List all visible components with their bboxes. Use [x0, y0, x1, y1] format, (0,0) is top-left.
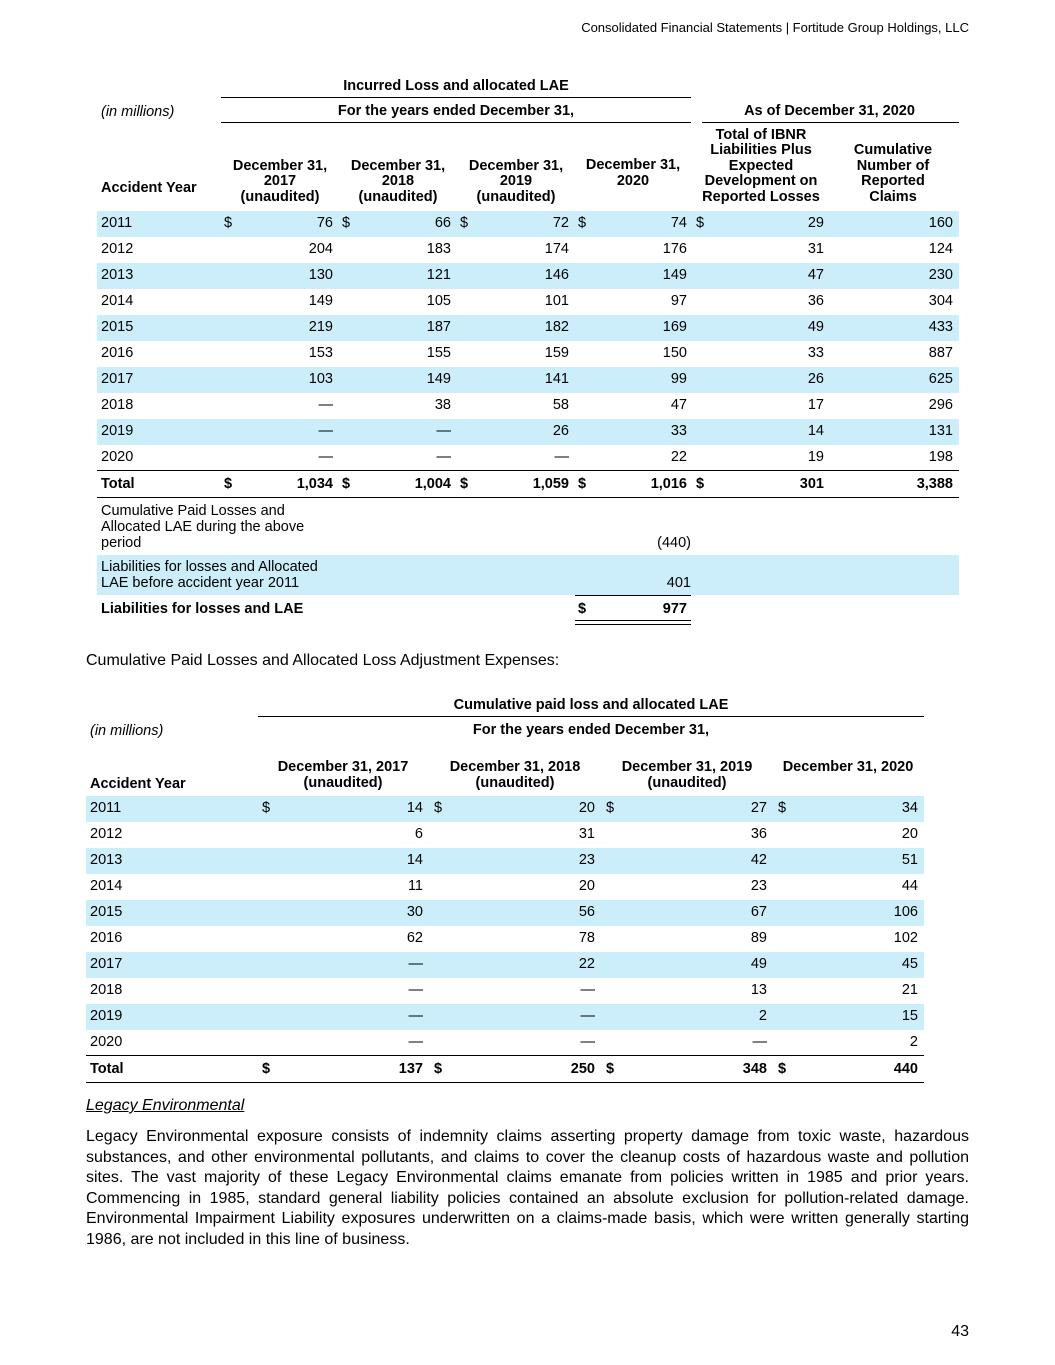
table-cell: 174 [544, 241, 569, 257]
accident-year: 2011 [101, 215, 133, 231]
accident-year: 2018 [90, 982, 123, 998]
table-cell: 14 [406, 800, 423, 816]
currency-symbol: $ [434, 1061, 443, 1077]
column-header-line: (unaudited) [303, 774, 383, 791]
table-cell: 19 [807, 449, 824, 465]
group-header: Cumulative paid loss and allocated LAE [453, 697, 729, 713]
column-header-line: (unaudited) [240, 188, 320, 205]
table-cell: 131 [928, 423, 953, 439]
units-label: (in millions) [90, 723, 164, 739]
table-cell: 103 [308, 371, 333, 387]
currency-symbol: $ [778, 1061, 787, 1077]
table-cell: — [580, 1008, 595, 1024]
total-cell: 348 [742, 1061, 767, 1077]
column-header-line: December 31, [350, 157, 446, 174]
years-header: For the years ended December 31, [337, 103, 575, 119]
liab-total-label: Liabilities for losses and LAE [101, 601, 304, 617]
table-cell: 20 [901, 826, 918, 842]
table-cell: 121 [426, 267, 451, 283]
group-header-rule [221, 97, 691, 98]
table-cell: 2 [909, 1034, 918, 1050]
table-cell: 150 [662, 345, 687, 361]
currency-symbol: $ [606, 800, 615, 816]
column-header [571, 158, 695, 189]
cumulative-paid-table [86, 697, 924, 1083]
total-cell: 440 [893, 1061, 918, 1077]
row-band [86, 900, 924, 926]
table-cell: — [752, 1034, 767, 1050]
page-number: 43 [951, 1323, 969, 1340]
table-cell: — [408, 982, 423, 998]
table-cell: 26 [552, 423, 569, 439]
table-cell: 130 [308, 267, 333, 283]
table-cell: 47 [670, 397, 687, 413]
table-cell: 29 [807, 215, 824, 231]
table-cell: — [408, 1034, 423, 1050]
table-cell: — [318, 397, 333, 413]
table-cell: 13 [750, 982, 767, 998]
currency-symbol: $ [696, 215, 705, 231]
total-bottom-rule [86, 1082, 924, 1083]
currency-symbol: $ [578, 215, 587, 231]
row-band [97, 263, 959, 289]
table-cell: 14 [406, 852, 423, 868]
table-cell: 887 [928, 345, 953, 361]
accident-year: 2015 [90, 904, 123, 920]
total-cell: 1,016 [650, 476, 687, 492]
table-cell: 34 [901, 800, 918, 816]
accident-year: 2019 [90, 1008, 123, 1024]
table-cell: 17 [807, 397, 824, 413]
total-cell: 1,004 [414, 476, 451, 492]
table-cell: 97 [670, 293, 687, 309]
table-cell: 102 [893, 930, 918, 946]
asof-header: As of December 31, 2020 [744, 103, 915, 119]
table-cell: 56 [578, 904, 595, 920]
currency-symbol: $ [224, 215, 233, 231]
table-cell: — [554, 449, 569, 465]
cum-paid-label: Cumulative Paid Losses and [101, 503, 285, 519]
accident-year: 2015 [101, 319, 134, 335]
column-header-line: December 31, [468, 157, 564, 174]
table-cell: 89 [750, 930, 767, 946]
total-label: Total [101, 476, 135, 492]
table-cell: 67 [750, 904, 767, 920]
section-intro: Cumulative Paid Losses and Allocated Loss Adjustment Expenses: [86, 652, 560, 669]
cum-paid-value: (440) [657, 535, 691, 551]
table-cell: 62 [406, 930, 423, 946]
column-header-line: December 31, 2019 [621, 759, 753, 775]
column-header-line: December 31, [585, 157, 681, 173]
column-header-line: December 31, 2017 [277, 759, 409, 775]
accident-year: 2013 [101, 267, 134, 283]
column-header-line: (unaudited) [476, 188, 556, 205]
accident-year-header: Accident Year [90, 776, 186, 792]
table-cell: 219 [308, 319, 333, 335]
table-cell: 198 [928, 449, 953, 465]
column-header-line: (unaudited) [475, 774, 555, 791]
accident-year: 2017 [90, 956, 123, 972]
accident-year: 2014 [90, 878, 123, 894]
liab-before-value: 401 [666, 575, 691, 591]
currency-symbol: $ [262, 1061, 271, 1077]
table-cell: 153 [308, 345, 333, 361]
total-top-rule [86, 1055, 924, 1056]
table-cell: 74 [670, 215, 687, 231]
accident-year: 2016 [101, 345, 134, 361]
table-cell: — [318, 423, 333, 439]
currency-symbol: $ [262, 800, 271, 816]
currency-symbol: $ [460, 476, 469, 492]
total-cell: 301 [799, 476, 824, 492]
table-cell: 99 [670, 371, 687, 387]
page-header: Consolidated Financial Statements | Fortitude Group Holdings, LLC [581, 20, 969, 35]
table-cell: 106 [893, 904, 918, 920]
table-cell: 31 [807, 241, 824, 257]
liab-before-label: LAE before accident year 2011 [101, 575, 300, 591]
subtotal-rule [575, 595, 691, 596]
table-cell: 149 [426, 371, 451, 387]
column-header-line: December 31, [232, 157, 328, 174]
currency-symbol: $ [578, 601, 587, 617]
column-header-line: Number of [856, 157, 930, 174]
table-cell: 49 [750, 956, 767, 972]
column-header [831, 143, 955, 205]
column-header-line: (unaudited) [358, 188, 438, 205]
row-band [86, 848, 924, 874]
table-cell: 23 [750, 878, 767, 894]
column-header-line: Total of IBNR [715, 126, 807, 143]
table-cell: 105 [426, 293, 451, 309]
table-cell: 176 [662, 241, 687, 257]
table-cell: — [318, 449, 333, 465]
table-cell: 146 [544, 267, 569, 283]
group-header: Incurred Loss and allocated LAE [343, 78, 569, 94]
table-cell: 230 [928, 267, 953, 283]
table-cell: 22 [578, 956, 595, 972]
table-cell: 169 [662, 319, 687, 335]
units-label: (in millions) [101, 104, 175, 120]
table-cell: 2 [758, 1008, 767, 1024]
column-header-line: (unaudited) [647, 774, 727, 791]
total-cell: 250 [570, 1061, 595, 1077]
currency-symbol: $ [434, 800, 443, 816]
column-header [699, 128, 823, 206]
table-cell: 124 [928, 241, 953, 257]
group-header-rule [258, 716, 924, 717]
accident-year: 2012 [90, 826, 123, 842]
column-header [602, 760, 772, 791]
liab-total-value: 977 [662, 601, 687, 617]
row-band [97, 419, 959, 445]
currency-symbol: $ [460, 215, 469, 231]
table-cell: 155 [426, 345, 451, 361]
table-cell: 36 [807, 293, 824, 309]
currency-symbol: $ [224, 476, 233, 492]
accident-year: 2014 [101, 293, 134, 309]
column-header-line: Development on [704, 173, 818, 189]
currency-symbol: $ [696, 476, 705, 492]
table-cell: 625 [928, 371, 953, 387]
table-cell: 6 [414, 826, 423, 842]
table-cell: 141 [544, 371, 569, 387]
table-cell: 182 [544, 319, 569, 335]
table-cell: 31 [578, 826, 595, 842]
table-cell: 49 [807, 319, 824, 335]
table-cell: — [580, 1034, 595, 1050]
table-cell: 23 [578, 852, 595, 868]
total-cell: 1,059 [532, 476, 569, 492]
accident-year: 2012 [101, 241, 134, 257]
table-cell: 15 [901, 1008, 918, 1024]
column-header-line: 2018 [381, 173, 415, 189]
table-cell: 21 [901, 982, 918, 998]
legacy-paragraph: Legacy Environmental exposure consists of indemnity claims asserting property damage from toxic waste, hazardous substances, and other environmental pollutants, and claims to cover the cleanup costs of hazardous waste and pollution sites. The vast majority of these Legacy Environmental claims emanate from policies written in 1985 and prior years. Commencing in 1985, standard general liability policies contained an absolute exclusion for pollution-related damage. Environmental Impairment Liability exposures underwritten on a claims-made basis, which were written generally starting 1986, are not included in this line of business. [86, 1128, 969, 1248]
table-cell: 20 [578, 878, 595, 894]
accident-year-header: Accident Year [101, 180, 197, 196]
accident-year: 2011 [90, 800, 122, 816]
table-cell: 304 [928, 293, 953, 309]
accident-year: 2019 [101, 423, 134, 439]
table-cell: 51 [901, 852, 918, 868]
table-cell: 26 [807, 371, 824, 387]
cum-paid-label: period [101, 535, 142, 551]
table-cell: 66 [434, 215, 451, 231]
legacy-heading: Legacy Environmental [86, 1097, 245, 1114]
column-header [258, 760, 428, 791]
table-cell: 42 [750, 852, 767, 868]
table-cell: 45 [901, 956, 918, 972]
cum-paid-label: Allocated LAE during the above [101, 519, 305, 535]
table-cell: 22 [670, 449, 687, 465]
column-header-line: Reported Losses [702, 188, 820, 205]
table-cell: 33 [670, 423, 687, 439]
table-cell: 20 [578, 800, 595, 816]
table-cell: 149 [308, 293, 333, 309]
column-header-line: Cumulative [853, 142, 933, 158]
row-band [86, 952, 924, 978]
total-cell: 137 [398, 1061, 423, 1077]
currency-symbol: $ [342, 215, 351, 231]
currency-symbol: $ [342, 476, 351, 492]
total-bottom-rule [97, 497, 959, 498]
column-header-line: 2019 [499, 173, 533, 189]
total-cell: 1,034 [296, 476, 333, 492]
accident-year: 2018 [101, 397, 134, 413]
column-header-line: Expected [728, 157, 794, 174]
table-cell: 30 [406, 904, 423, 920]
column-header-line: Claims [869, 188, 917, 205]
column-header-line: 2020 [616, 172, 650, 189]
liab-before-label: Liabilities for losses and Allocated [101, 559, 318, 575]
years-header: For the years ended December 31, [472, 722, 710, 738]
column-header-line: 2017 [263, 173, 297, 189]
table-cell: 433 [928, 319, 953, 335]
row-band [97, 315, 959, 341]
table-cell: — [408, 1008, 423, 1024]
table-cell: 38 [434, 397, 451, 413]
table-cell: 27 [750, 800, 767, 816]
column-header-line: Liabilities Plus [710, 142, 812, 158]
table-cell: 78 [578, 930, 595, 946]
table-cell: 101 [544, 293, 569, 309]
column-header-line: December 31, 2020 [782, 759, 914, 775]
table-cell: 187 [426, 319, 451, 335]
table-cell: 33 [807, 345, 824, 361]
total-top-rule [97, 470, 959, 471]
table-cell: 296 [928, 397, 953, 413]
column-header-line: December 31, 2018 [449, 759, 581, 775]
years-rule [221, 122, 691, 123]
column-header [454, 159, 578, 206]
table-cell: — [580, 982, 595, 998]
row-band [86, 796, 924, 822]
table-cell: — [408, 956, 423, 972]
column-header [430, 760, 600, 791]
accident-year: 2020 [90, 1034, 123, 1050]
table-cell: 58 [552, 397, 569, 413]
total-label: Total [90, 1061, 124, 1077]
table-cell: 149 [662, 267, 687, 283]
currency-symbol: $ [778, 800, 787, 816]
table-cell: 204 [308, 241, 333, 257]
table-cell: 159 [544, 345, 569, 361]
currency-symbol: $ [578, 476, 587, 492]
table-cell: — [436, 449, 451, 465]
total-cell: 3,388 [916, 476, 953, 492]
table-cell: 36 [750, 826, 767, 842]
table-cell: 160 [928, 215, 953, 231]
row-band [97, 367, 959, 393]
table-cell: 72 [552, 215, 569, 231]
accident-year: 2017 [101, 371, 134, 387]
column-header [218, 159, 342, 206]
double-rule [575, 620, 691, 625]
column-header-line: Reported [861, 173, 925, 189]
currency-symbol: $ [606, 1061, 615, 1077]
column-header [763, 760, 933, 776]
row-band [86, 1004, 924, 1030]
incurred-loss-table [97, 78, 959, 618]
table-cell: 76 [316, 215, 333, 231]
table-cell: 11 [407, 878, 423, 894]
table-cell: 183 [426, 241, 451, 257]
table-cell: 47 [807, 267, 824, 283]
accident-year: 2020 [101, 449, 134, 465]
table-cell: — [436, 423, 451, 439]
accident-year: 2016 [90, 930, 123, 946]
column-header [336, 159, 460, 206]
accident-year: 2013 [90, 852, 123, 868]
asof-rule [702, 122, 959, 123]
table-cell: 14 [807, 423, 824, 439]
table-cell: 44 [901, 878, 918, 894]
